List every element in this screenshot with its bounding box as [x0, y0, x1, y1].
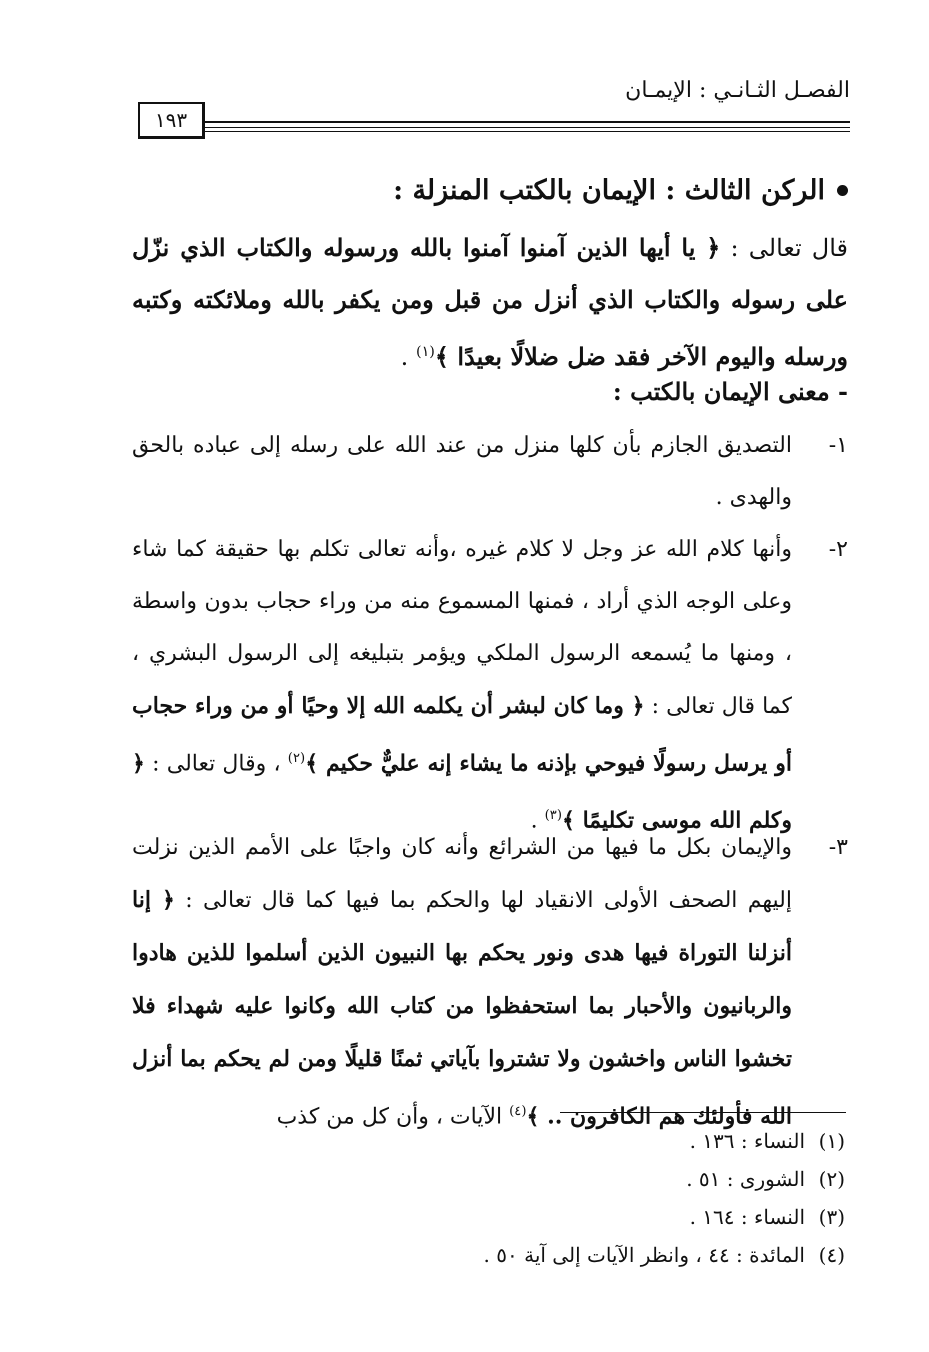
footnote	[425, 1122, 845, 1160]
footnote	[425, 1198, 845, 1236]
footnote-number: (٣)	[818, 1205, 845, 1229]
page-header	[130, 78, 850, 138]
footnotes	[425, 1122, 845, 1274]
footnote-ref: (٢)	[287, 751, 306, 766]
footnote-ref: (٤)	[509, 1104, 527, 1119]
footnote	[425, 1160, 845, 1198]
footnote-ref: (١)	[415, 344, 435, 360]
item-text-part: والإيمان بكل ما فيها من الشرائع وأنه كان واجبًا على الأمم الذين نزلت إليهم الصحف الأولى الانقياد لها والحكم بما فيها كما قال تعالى :	[132, 835, 792, 913]
footnote-text: المائدة : ٤٤ ، وانظر الآيات إلى آية ٥٠ .	[483, 1243, 805, 1267]
quran-verse: ﴿ وما كان لبشر أن يكلمه الله إلا وحيًا أو من وراء حجاب أو يرسل رسولًا فيوحي بإذنه ما يشاء إنه عليٌّ حكيم ﴾	[132, 693, 792, 777]
quran-verse: ﴿ يا أيها الذين آمنوا آمنوا بالله ورسوله والكتاب الذي نزّل على رسوله والكتاب الذي أنزل من قبل ومن يكفر بالله وملائكته وكتبه ورسله واليوم الآخر فقد ضل ضلالًا بعيدًا ﴾	[132, 233, 848, 371]
item-number: ٢-	[828, 537, 848, 562]
footnote	[425, 1236, 845, 1274]
quran-verse: ﴿ إنا أنزلنا التوراة فيها هدى ونور يحكم بها النبيون الذين أسلموا للذين هادوا والربانيون والأحبار بما استحفظوا من كتاب الله وكانوا عليه شهداء فلا تخشوا الناس واخشون ولا تشتروا بآياتي ثمنًا قليلًا ومن لم يحكم بما أنزل الله فأولئك هم الكافرون .. ﴾	[132, 887, 792, 1130]
list-item	[132, 420, 848, 524]
item-text	[132, 524, 792, 848]
section-heading	[132, 170, 848, 210]
punctuation: .	[400, 343, 416, 371]
footnote-number: (١)	[818, 1129, 845, 1153]
footnote-text: الشورى : ٥١ .	[686, 1167, 805, 1191]
item-text-part: الآيات ، وأن كل من كذب	[276, 1104, 510, 1130]
header-rule	[204, 121, 850, 123]
item-text-part: وأنها كلام الله عز وجل لا كلام غيره ،وأنه تعالى تكلم بها حقيقة كما شاء وعلى الوجه الذي أراد ، فمنها المسموع منه من وراء حجاب بدون واسطة ، ومنها ما يُسمعه الرسول الملكي ويؤمر بتبليغه إلى الرسول البشري ، كما قال تعالى :	[132, 537, 792, 719]
intro-lead: قال تعالى :	[730, 234, 848, 262]
header-rule-thin	[204, 131, 850, 132]
punctuation: .	[530, 808, 545, 834]
section-heading-text: الركن الثالث : الإيمان بالكتب المنزلة :	[393, 174, 825, 206]
item-text-part: ، وقال تعالى :	[152, 751, 288, 777]
page-number: ١٩٣	[138, 102, 205, 139]
footnote-ref: (٣)	[544, 808, 563, 824]
item-text	[132, 822, 792, 1143]
footnote-text: النساء : ١٣٦ .	[689, 1129, 805, 1153]
footnote-text: النساء : ١٦٤ .	[689, 1205, 805, 1229]
list-item	[132, 524, 848, 848]
footnote-number: (٢)	[818, 1167, 845, 1191]
footnote-number: (٤)	[818, 1243, 845, 1267]
bullet-icon	[837, 185, 848, 196]
chapter-title: الفصـل الثـانـي : الإيمـان	[625, 78, 850, 103]
intro-paragraph	[132, 222, 848, 383]
list-item	[132, 822, 848, 1143]
meaning-heading: - معنى الإيمان بالكتب :	[612, 377, 848, 406]
footnote-divider	[560, 1112, 846, 1113]
quran-verse: ﴿ وكلم الله موسى تكليمًا ﴾	[132, 750, 792, 834]
item-text: التصديق الجازم بأن كلها منزل من عند الله على رسله إلى عباده بالحق والهدى .	[132, 433, 792, 510]
header-rule-thin	[204, 127, 850, 128]
item-number: ٣-	[828, 835, 848, 860]
item-number: ١-	[828, 433, 848, 458]
